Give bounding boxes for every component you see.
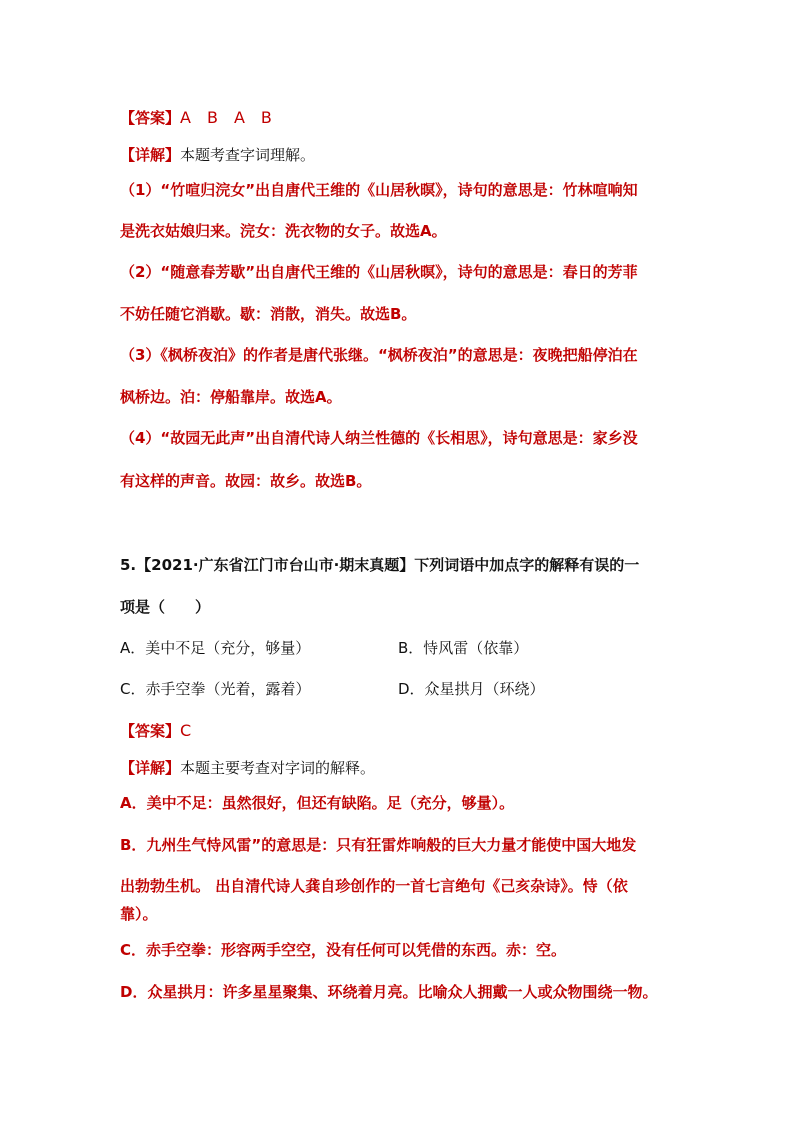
explanation-line: 有这样的声音。故园：故乡。故选B。 bbox=[120, 472, 372, 490]
answer-line-1 bbox=[120, 108, 272, 128]
question-stem-line-2: 项是（ ） bbox=[120, 598, 211, 616]
explanation-line: （1）“竹喧归浣女”出自唐代王维的《山居秋暝》，诗句的意思是：竹林喧响知 bbox=[120, 181, 638, 199]
detail-intro: 本题主要考查对字词的解释。 bbox=[180, 759, 376, 777]
explanation-line: 是洗衣姑娘归来。浣女：洗衣物的女子。故选A。 bbox=[120, 222, 447, 240]
explanation-line: （2）“随意春芳歇”出自唐代王维的《山居秋暝》，诗句的意思是：春日的芳菲 bbox=[120, 263, 638, 281]
detail-tag: 【详解】 bbox=[120, 759, 181, 777]
question-number: 5. bbox=[120, 556, 137, 574]
option-c: C．赤手空拳（光着，露着） bbox=[120, 680, 311, 698]
question-stem-line-1 bbox=[120, 555, 639, 575]
answer-value: A B A B bbox=[180, 108, 272, 127]
explanation-line: B．九州生气恃风雷”的意思是：只有狂雷炸响般的巨大力量才能使中国大地发 bbox=[120, 836, 637, 854]
option-a: A．美中不足（充分，够量） bbox=[120, 639, 311, 657]
explanation-line: 出勃勃生机。 出自清代诗人龚自珍创作的一首七言绝句《己亥杂诗》。恃（依 bbox=[120, 877, 628, 895]
explanation-line: A．美中不足：虽然很好，但还有缺陷。足（充分，够量）。 bbox=[120, 794, 515, 812]
detail-line-2 bbox=[120, 758, 375, 778]
explanation-line: C．赤手空拳：形容两手空空，没有任何可以凭借的东西。赤：空。 bbox=[120, 941, 567, 959]
answer-value: C bbox=[180, 721, 192, 740]
answer-tag: 【答案】 bbox=[120, 722, 181, 740]
explanation-line: D．众星拱月：许多星星聚集、环绕着月亮。比喻众人拥戴一人或众物围绕一物。 bbox=[120, 983, 658, 1001]
option-b: B．恃风雷（依靠） bbox=[398, 639, 529, 657]
explanation-line: 枫桥边。泊：停船靠岸。故选A。 bbox=[120, 388, 342, 406]
answer-line-2 bbox=[120, 721, 191, 741]
explanation-line: 靠）。 bbox=[120, 905, 158, 923]
answer-tag: 【答案】 bbox=[120, 109, 181, 127]
explanation-line: （3）《枫桥夜泊》的作者是唐代张继。“枫桥夜泊”的意思是：夜晚把船停泊在 bbox=[120, 346, 638, 364]
explanation-line: 不妨任随它消歇。歇：消散，消失。故选B。 bbox=[120, 305, 417, 323]
detail-intro: 本题考查字词理解。 bbox=[180, 146, 316, 164]
detail-tag: 【详解】 bbox=[120, 146, 181, 164]
option-d: D．众星拱月（环绕） bbox=[398, 680, 545, 698]
detail-line-1 bbox=[120, 145, 315, 165]
question-stem: 下列词语中加点字的解释有误的一 bbox=[414, 556, 640, 574]
question-source: 【2021·广东省江门市台山市·期末真题】 bbox=[136, 556, 415, 574]
explanation-line: （4）“故园无此声”出自清代诗人纳兰性德的《长相思》，诗句意思是：家乡没 bbox=[120, 429, 638, 447]
